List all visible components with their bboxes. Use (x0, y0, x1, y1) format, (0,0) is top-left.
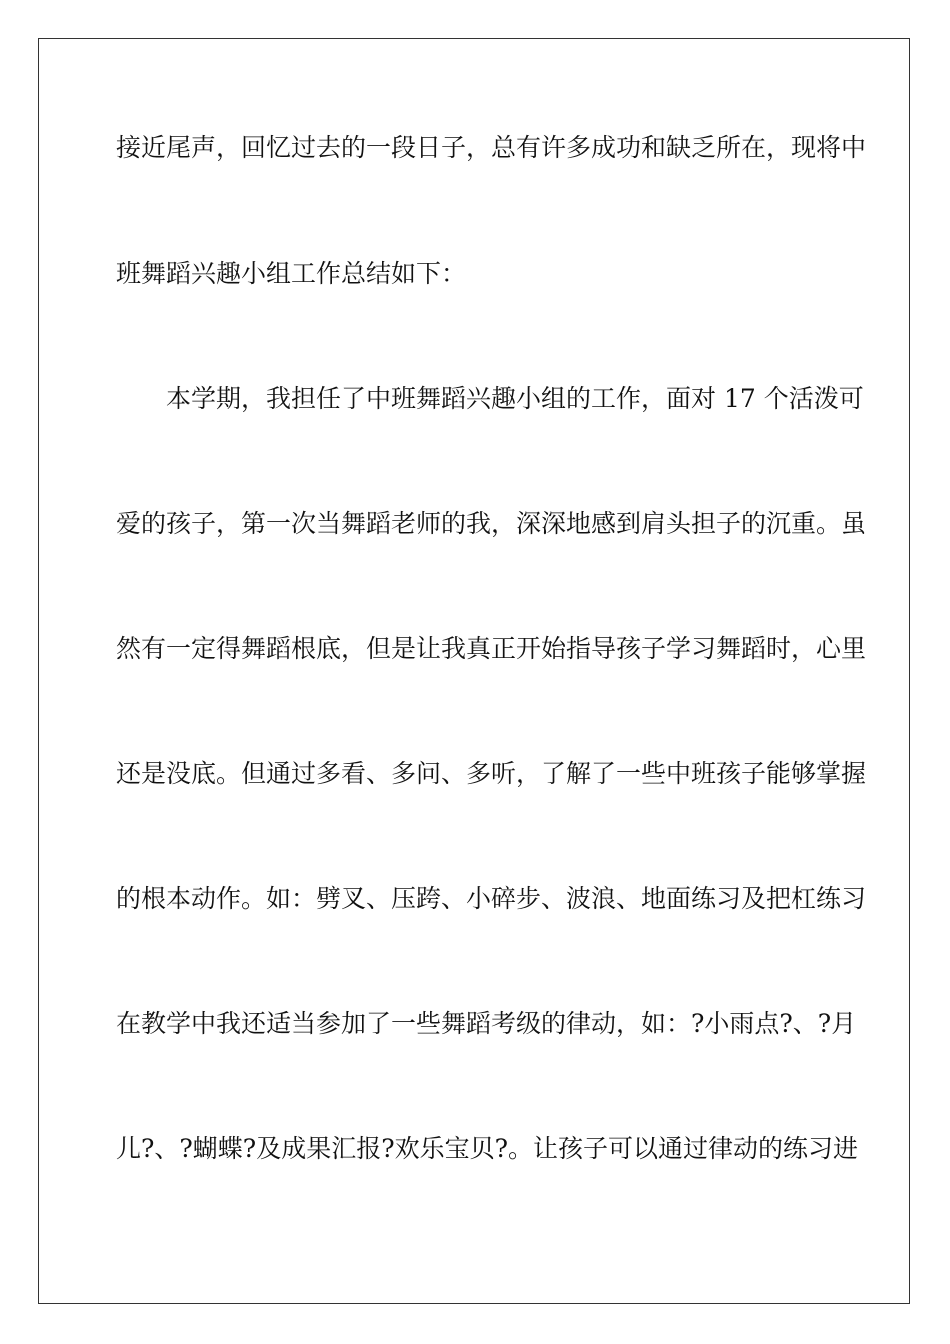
text-line-1: 接近尾声，回忆过去的一段日子，总有许多成功和缺乏所在，现将中 (116, 133, 867, 162)
text-line-3: 本学期，我担任了中班舞蹈兴趣小组的工作，面对 17 个活泼可 (166, 384, 864, 413)
text-line-9: 儿?、?蝴蝶?及成果汇报?欢乐宝贝?。让孩子可以通过律动的练习进 (116, 1134, 859, 1163)
text-line-5: 然有一定得舞蹈根底，但是让我真正开始指导孩子学习舞蹈时，心里 (116, 634, 867, 663)
text-line-7: 的根本动作。如：劈叉、压跨、小碎步、波浪、地面练习及把杠练习 (116, 884, 867, 913)
text-line-8: 在教学中我还适当参加了一些舞蹈考级的律动，如：?小雨点?、?月 (116, 1009, 857, 1038)
text-line-2: 班舞蹈兴趣小组工作总结如下： (116, 259, 467, 288)
text-line-4: 爱的孩子，第一次当舞蹈老师的我，深深地感到肩头担子的沉重。虽 (116, 509, 867, 538)
page-border (38, 38, 910, 1304)
text-line-6: 还是没底。但通过多看、多问、多听，了解了一些中班孩子能够掌握 (116, 759, 867, 788)
